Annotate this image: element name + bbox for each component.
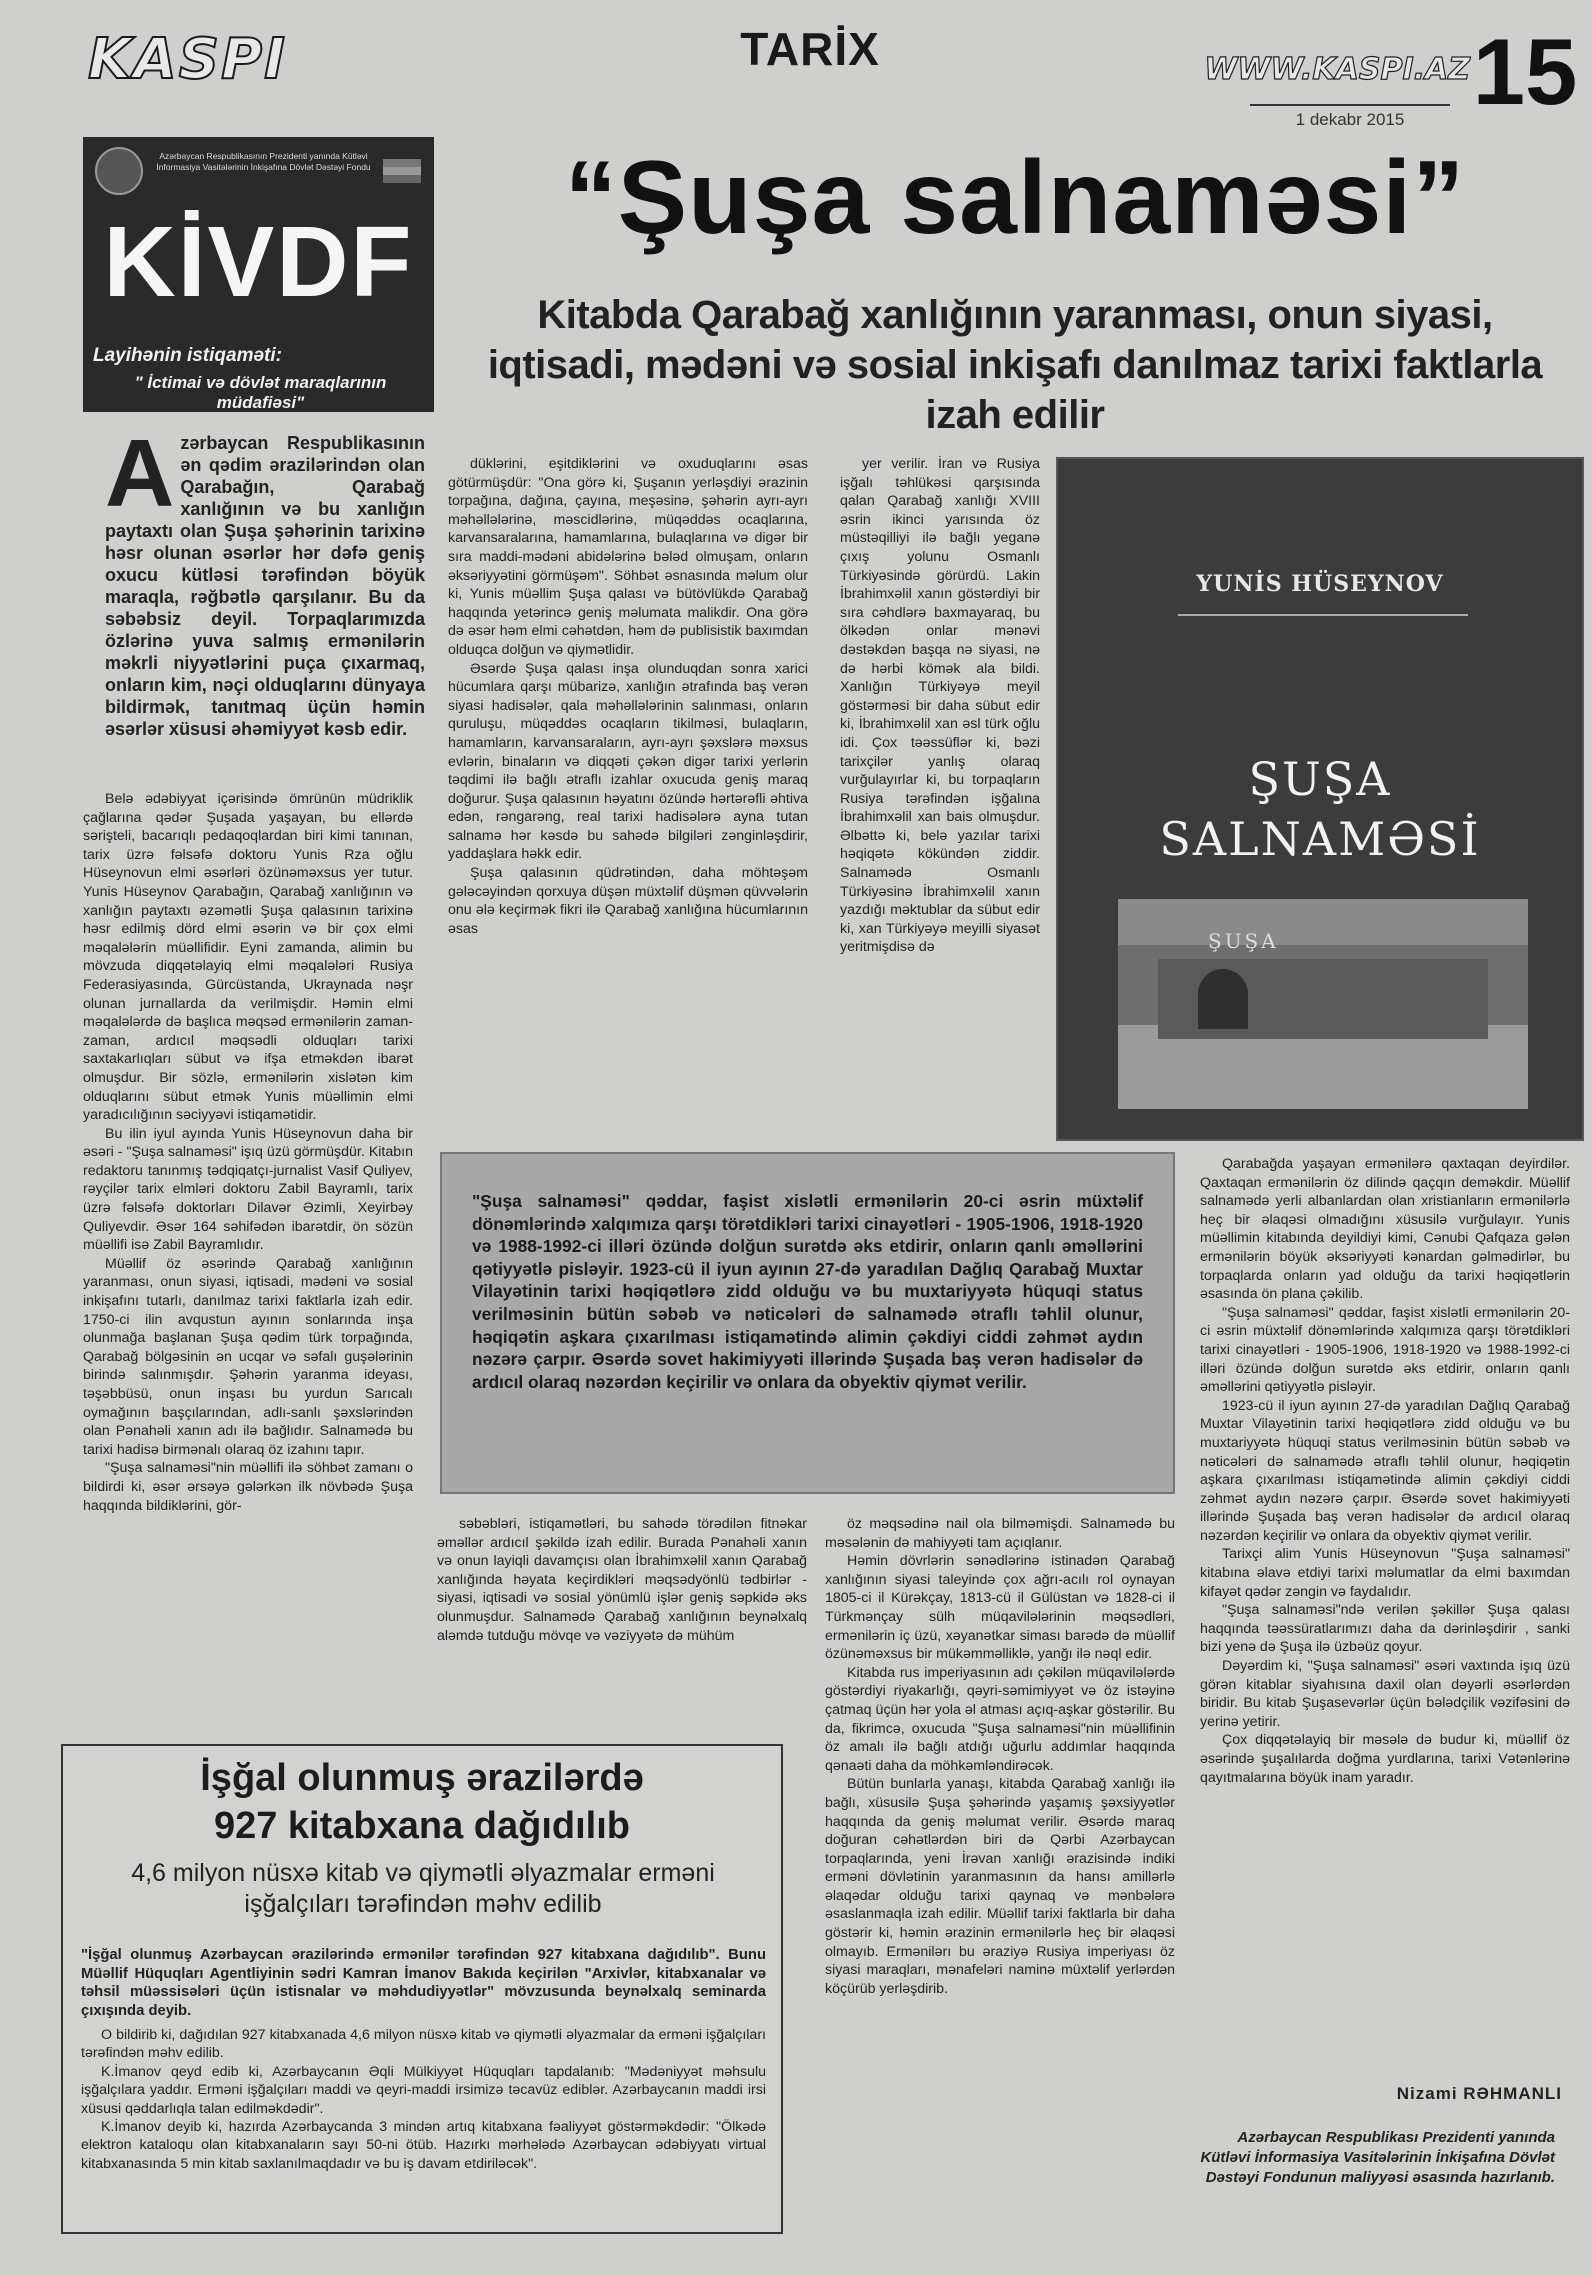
paragraph: "Şuşa salnaməsi" qəddar, faşist xislətli ermənilərin 20-ci əsrin müxtəlif dönəmlərində xalqımıza qarşı törətdikləri tarixi cinayətləri - 1905-1906, 1918-1920 və 1988-1992-ci illəri özündə dolğun surətdə əks etdirir, onların qanlı əməllərini qətiyyətlə pisləyir. — [1200, 1304, 1570, 1396]
paragraph: 1923-cü il iyun ayının 27-də yaradılan Dağlıq Qarabağ Muxtar Vilayətinin tarixi həqiqətlərə zidd olduğu və bu muxtariyyətə hüquqi status verilməsinin bütün səbəb və nəticələri də salnamədə ətraflı təhlil olunur, həqiqətin aşkara çıxarılması istiqamətində alimin çəkdiyi ciddi zəhmət aydın nəzərə çarpır. Əsərdə sovet hakimiyyəti illərində Şuşada baş verən hadisələr də ardıcıl olaraq nəzərdən keçirilir və onlara da obyektiv qiymət verilir. — [1200, 1397, 1570, 1544]
photo-caption: ŞUŞA — [1208, 929, 1279, 953]
lead-text: zərbaycan Respublikasının ən qədim ərazilərindən olan Qarabağın, Qarabağ xanlığının və bu xanlığın paytaxtı olan Şuşa şəhərinin tarixinə həsr olunan əsərlər hər dəfə geniş oxucu kütləsi tərəfindən böyük maraqla, rəğbətlə qarşılanır. Bu da səbəbsiz deyil. Torpaqlarımızda özlərinə yuva salmış ermənilərin məkrli niyyətlərini puça çıxarmaq, onların kim, nəçi olduqlarını dünyaya bildirmək, tanıtmaq üçün həmin əsərlər xüsusi əhəmiyyət kəsb edir. — [105, 433, 425, 739]
quote-text: "Şuşa salnaməsi" qəddar, faşist xislətli ermənilərin 20-ci əsrin müxtəlif dönəmlərində xalqımıza qarşı törətdikləri tarixi cinayətləri - 1905-1906, 1918-1920 və 1988-1992-ci illəri özündə dolğun surətdə əks etdirir, onların qanlı əməllərini qətiyyətlə pisləyir. 1923-cü il iyun ayının 27-də yaradılan Dağlıq Qarabağ Muxtar Vilayətinin tarixi həqiqətlərə zidd olduğu və bu muxtariyyətə hüquqi status verilməsinin bütün səbəb və nəticələri də salnamədə ətraflı təhlil olunur, həqiqətin aşkara çıxarılması istiqamətində alimin çəkdiyi ciddi zəhmət aydın nəzərə çarpır. Əsərdə sovet hakimiyyəti illərində Şuşada baş verən hadisələr də ardıcıl olaraq nəzərdən keçirilir və onlara da obyektiv qiymət verilir. — [472, 1191, 1143, 1392]
paragraph: Şuşa qalasının qüdrətindən, daha möhtəşəm gələcəyindən qorxuya düşən müxtəlif düşmən qüvvələrin onu ələ keçirmək fikri ilə Qarabağ xanlığına hücumlarının əsas — [448, 865, 808, 937]
book-title-line: ŞUŞA — [1248, 752, 1392, 806]
article-column-2 — [448, 455, 808, 1125]
paragraph: Çox diqqətəlayiq bir məsələ də budur ki, müəllif öz əsərində şuşalılarda doğma yurdlarına, tarixi Vətənlərinə qayıtmalarına böyük inam yaradır. — [1200, 1732, 1570, 1786]
lead-paragraph — [105, 420, 425, 740]
paragraph: Bütün bunlarla yanaşı, kitabda Qarabağ xanlığı ilə bağlı, xüsusilə Şuşa şəhərində yaşamış şəxsiyyətlər haqqında da geniş məlumat verilir. Əsərdə maraq doğuran cəhətlərdən biri də Qərbi Azərbaycan torpaqlarında, yeni İrəvan xanlığı ərazisində indiki erməni dövlətinin yaranmasının da hansı amillərlə əlaqədar olduğu tarixi qaynaq və mənbələrə əsaslanmaqla izah edilir. Müəllif tarixi faktlarla bir daha göstərir ki, həmin ərazinin ermənilərlə heç bir əlaqəsi olmayıb. Ermənilərı bu əraziyə Rusiya imperiyası öz siyasi maraqları, mənafeləri naminə müxtəlif yerlərdən köçürüb yerləşdirib. — [825, 1776, 1175, 1997]
paragraph: Qarabağda yaşayan ermənilərə qaxtaqan deyirdilər. Qaxtaqan ermənilərin öz dilində qaçqın deməkdir. Müəllif salnamədə yerli albanlardan olan xristianların ermənilərlə heç bir əlaqəsi olmadığını xüsusilə vurğulayır. Yunis müəllimin kitabında deyildiyi kimi, Cənubi Qafqaza gələn ermənilərin böyük əksəriyyəti kənardan gəlmədirlər, bu torpaqlarda onların yad olduğu da tarixi həqiqətlərin əsasında ön plana çəkilib. — [1200, 1156, 1570, 1303]
kivdf-org-name: Azərbaycan Respublikasının Prezidenti yanında Kütləvi İnformasiya Vasitələrinin İnkişafına Dövlət Dəstəyi Fondu — [156, 151, 371, 172]
book-rule — [1178, 614, 1468, 616]
article-column-3-bottom — [825, 1515, 1175, 2260]
issue-date: 1 dekabr 2015 — [1250, 104, 1450, 130]
article-column-4 — [1200, 1155, 1570, 2075]
paragraph: "Şuşa salnaməsi"nin müəllifi ilə söhbət zamanı o bildirdi ki, əsər ərsəyə gələrkən ilk növbədə Şuşa haqqında bildiklərini, gör- — [83, 1460, 413, 1514]
page-number: 15 — [1472, 19, 1578, 124]
main-headline: “Şuşa salnaməsi” — [564, 140, 1466, 256]
paragraph: K.İmanov deyib ki, hazırda Azərbaycanda 3 mindən artıq kitabxana fəaliyyət göstərməkdədir: "Ölkədə elektron kataloqu olan kitabxanaların sayı 50-ni ötüb. Hazırkı mərhələdə Azərbaycan ədəbiyyatı virtual kitabxanasında 5 min kitab saxlanılmaqdadır və bu iş davam etdiriləcək". — [81, 2119, 766, 2172]
state-emblem-icon — [95, 147, 143, 195]
book-author: YUNİS HÜSEYNOV — [1196, 571, 1444, 597]
site-url[interactable]: WWW.KASPI.AZ — [1204, 52, 1470, 87]
author-signature: Nizami RƏHMANLI — [1396, 2084, 1562, 2103]
paragraph: Tarixçi alim Yunis Hüseynovun "Şuşa salnaməsi" kitabına əlavə etdiyi tarixi məlumatlar da elmi baxımdan kifayət qədər zəngin və faydalıdır. — [1200, 1546, 1570, 1600]
paragraph: "Şuşa salnaməsi"ndə verilən şəkillər Şuşa qalası haqqında təəssüratlarımızı daha da dərinləşdirir , sanki bizi yenə də Şuşa ilə üzbəüz qoyur. — [1200, 1602, 1570, 1656]
box-lead: "İşğal olunmuş Azərbaycan ərazilərində ermənilər tərəfindən 927 kitabxana dağıdılıb". Bunu Müəllif Hüquqları Agentliyinin sədri Kamran İmanov Bakıda keçirilən "Arxivlər, kitabxanalar və təhsil müəssisələri üçün istisnalar və məhdudiyyətlər" mövzusunda beynəlxalq seminarda çıxışında deyib. — [81, 1947, 766, 2019]
article-column-2-bottom — [437, 1515, 807, 1730]
subheadline: Kitabda Qarabağ xanlığının yaranması, onun siyasi, iqtisadi, mədəni və sosial inkişafı danılmaz tarixi faktlarla izah edilir — [487, 293, 1543, 437]
funding-note: Azərbaycan Respublikası Prezidenti yanında Kütləvi İnformasiya Vasitələrinin İnkişafına Dövlət Dəstəyi Fondunun maliyyəsi əsasında hazırlanıb. — [1200, 2129, 1555, 2186]
kivdf-box — [83, 137, 434, 412]
drop-cap: A — [105, 420, 175, 527]
paragraph: Bu ilin iyul ayında Yunis Hüseynovun daha bir əsəri - "Şuşa salnaməsi" işıq üzü görmüşdür. Kitabın redaktoru tanınmış tədqiqatçı-jurnalist Vasif Quliyev, rəyçilər tarix elmləri doktoru Zabil Bayramlı, tarix üzrə fəlsəfə doktorları Dilavər Əzimli, Xeyirbəy Quliyevdir. Əsər 164 səhifədən ibarətdir, ön sözün müəllifi isə Zabil Bayramlıdır. — [83, 1125, 413, 1254]
paragraph: Həmin dövrlərin sənədlərinə istinadən Qarabağ xanlığının siyasi taleyində çox ağrı-acılı rol oynayan 1805-ci il Kürəkçay, 1813-cü il Gülüstan və 1828-ci il Türkmənçay sülh müqavilələrinin məqsədləri, ermənilərin iç üzü, xəyanətkar siması barədə də müəllif özünəməxsus bir mükəmməlliklə, yanğı ilə nəql edir. — [825, 1553, 1175, 1663]
flag-icon — [383, 159, 421, 183]
paragraph: səbəbləri, istiqamətləri, bu sahədə törədilən fitnəkar əməllər ardıcıl şəkildə izah edilir. Burada Pənahəli xanın və onun layiqli davamçısı olan İbrahimxəlil xanın Qarabağ xanlığında həyata keçirdikləri məqsədyönlü tədbirlər - siyasi, iqtisadi və sosial yönümlü işlər geniş səpkidə əks olunmuşdur. Salnamədə Qarabağ xanlığının beynəlxalq aləmdə tutduğu mövqe və vəziyyətə də mühüm — [437, 1516, 807, 1644]
box-headline: İşğal olunmuş ərazilərdə — [200, 1757, 644, 1799]
paragraph: yer verilir. İran və Rusiya işğalı təhlükəsi qarşısında qalan Qarabağ xanlığı XVIII əsrin ikinci yarısında öz müstəqilliyi ilə bağlı yeganə çıxış yolunu Osmanlı Türkiyəsində görürdü. Lakin İbrahimxəlil xanın göstərdiyi bir sıra cəhdlərə baxmayaraq, bu ölkədən onlar mənəvi dəstəkdən başqa nə siyasi, nə də hərbi kömək ala bildi. Xanlığın Türkiyəyə meyil göstərməsi bir daha sübut edir ki, İbrahimxəlil xan əsl türk oğlu idi. Çox təəssüflər ki, bəzi tarixçilər yanlış olaraq vurğulayırlar ki, bu torpaqların Rusiya tərəfindən işğalına İbrahimxəlil xan bais olmuşdur. Əlbəttə ki, belə yazılar tarixi həqiqətə kökündən ziddir. Salnamədə Osmanlı Türkiyəsinə İbrahimxəlil xanın yazdığı məktublar da sübut edir ki, xan Türkiyəyə meyilli siyasət yeritmişdisə də — [840, 456, 1040, 956]
paragraph: Kitabda rus imperiyasının adı çəkilən müqavilələrdə göstərdiyi riyakarlığı, qəyri-səmimiyyət və öz istəyinə çatmaq üçün hər yola əl atması açıq-aşkar göstərilir. Bu da, fikrimcə, oxucuda "Şuşa salnaməsi"nin müəllifinin öz amalı ilə bağlı atdığı uğurlu addımlar haqqında qənaəti daha da möhkəmləndirəcək. — [825, 1664, 1175, 1774]
paragraph: Belə ədəbiyyat içərisində ömrünün müdriklik çağlarına qədər Şuşada yaşayan, bu ellərdə sərişteli, bacarıqlı pedaqoqlardan biri kimi tanınan, tarix üzrə fəlsəfə doktoru Yunis Rza oğlu Hüseynovun elmi əsərləri özünəməxsus yer tutur. Yunis Hüseynov Qarabağın, Qarabağ xanlığının və xanlığın paytaxtı əzəmətli Şuşa qalasının tarixinə həsr edilmiş dörd elmi əsərin və bir çox elmi məqalələrin müəllifidir. Eyni zamanda, alimin bu mövzuda diqqətəlayiq elmi məqalələri Rusiya Federasiyasında, Gürcüstanda, Ukraynada nəşr olunan jurnallarda da verilmişdir. Həmin elmi məqalələrdə də başlıca məqsəd ermənilərin zaman-zaman, ardıcıl məqsədli olduqları tarixi saxtakarlıqları sübut və ifşa etməkdən ibarət olmuşdur. Bir sözlə, ermənilərin xislətən kim olduqlarını sübut etmək Yunis müəllimin elmi yaradıcılığının səciyyəvi istiqamətidir. — [83, 791, 413, 1124]
book-cover-image — [1056, 457, 1584, 1141]
book-title — [1058, 749, 1582, 869]
box-body — [81, 2026, 766, 2173]
paragraph: Əsərdə Şuşa qalası inşa olunduqdan sonra xarici hücumlara qarşı mübarizə, xanlığın ətrafında baş verən siyasi hadisələr, qala məhəllələrinin salınması, onların quruluşu, müqəddəs ocaqların tikilməsi, bulaqların, hamamların, karvansaraların, ayrı-ayrı şəxslərə məxsus evlərin, binaların və diqqəti çəkən digər tarixi yerlərin təqdimi ilə bağlı ətraflı izahlar oxucuda geniş maraq doğurur. Şuşa qalasının həyatını özündə hərtərəfli əhtiva edən, rəngarəng, real tarixi hadisələrə ayna tutan salnamə hər kəsdə bu sahədə bilgiləri zənginləşdirir, yaddaşlara həkk edir. — [448, 660, 808, 863]
kivdf-direction-label: Layihənin istiqaməti: — [93, 345, 282, 366]
article-column-3 — [840, 455, 1040, 1125]
article-column-1 — [83, 790, 413, 1740]
fortress-arch — [1198, 969, 1248, 1029]
kivdf-title: KİVDF — [103, 206, 414, 318]
quote-box — [440, 1152, 1175, 1494]
section-label: TARİX — [740, 23, 880, 75]
libraries-news-box — [61, 1744, 783, 2234]
book-title-line: SALNAMƏSİ — [1159, 812, 1481, 866]
kivdf-direction-value: " İctimai və dövlət maraqlarının müdafiəsi" — [134, 373, 387, 412]
paragraph: O bildirib ki, dağıdılan 927 kitabxanada 4,6 milyon nüsxə kitab və qiymətli əlyazmalar da erməni işğalçıları tərəfindən məhv edilib. — [81, 2027, 766, 2062]
paragraph: Müəllif öz əsərində Qarabağ xanlığının yaranması, onun siyasi, iqtisadi, mədəni və sosial inkişafını tutarlı, danılmaz tarixi faktlarla izah edir. 1750-ci ilin avqustun ayının sonlarında inşa olunmağa başlanan Şuşa qədim türk torpağında, Qarabağ bölgəsinin ən ucqar və səfalı guşələrinin birində salınmışdır. Şəhərin yaranma ideyası, təşəbbüsü, onun inşası bu yurdun Sarıcalı oymağının başçılarından, adlı-sanlı şəxslərindən olan Pənahəli xanın adı ilə bağlıdır. Salnamədə bu tarixi hadisə birmənalı olaraq öz izahını tapır. — [83, 1255, 413, 1458]
box-headline: 927 kitabxana dağıdılıb — [213, 1805, 631, 1847]
paragraph: Dəyərdim ki, "Şuşa salnaməsi" əsəri vaxtında işıq üzü görən kitablar siyahısına daxil olan dəyərli əsərlərdən biridir. Bu kitab Şuşasevərlər üçün bələdçilik vəzifəsini də yerinə yetirir. — [1200, 1658, 1570, 1730]
masthead-logo: KASPI — [88, 27, 287, 92]
paragraph: düklərini, eşitdiklərini və oxuduqlarını əsas götürmüşdür: "Ona görə ki, Şuşanın yerləşdiyi ərazinin torpağına, dağına, çayına, meşəsinə, şəhərin ayrı-ayrı məhəllələrinə, məscidlərinə, müqəddəs ocaqlarına, karvansaralarına, hamamlarına, bulaqlarına və digər bir sıra maddi-mədəni abidələrinə bələd olmuşam, onların əksəriyyətini görmüşəm". Söhbət əsnasında məlum olur ki, Yunis müəllim Şuşa qalası və bütövlükdə Qarabağ haqqında yetərincə geniş məlumata malikdir. Ona görə də əsər həm elmi cəhətdən, həm də publisistik baxımdan olduqca dolğun və qiymətlidir. — [448, 456, 808, 658]
paragraph: öz məqsədinə nail ola bilməmişdi. Salnamədə bu məsələnin də mahiyyəti tam açıqlanır. — [825, 1516, 1175, 1551]
fortress-photo — [1118, 899, 1528, 1109]
paragraph: K.İmanov qeyd edib ki, Azərbaycanın Əqli Mülkiyyət Hüquqları tapdalanıb: "Mədəniyyət məhsulu işğalçılara yaddır. Erməni işğalçıları maddi və qeyri-maddi irsimizə təcavüz ediblər. Azərbaycanın maddi irsi xüsusi qəddarlıqla talan edilməkdədir". — [81, 2063, 766, 2117]
box-subheadline: 4,6 milyon nüsxə kitab və qiymətli əlyazmalar erməni işğalçıları tərəfindən məhv edilib — [131, 1859, 715, 1918]
